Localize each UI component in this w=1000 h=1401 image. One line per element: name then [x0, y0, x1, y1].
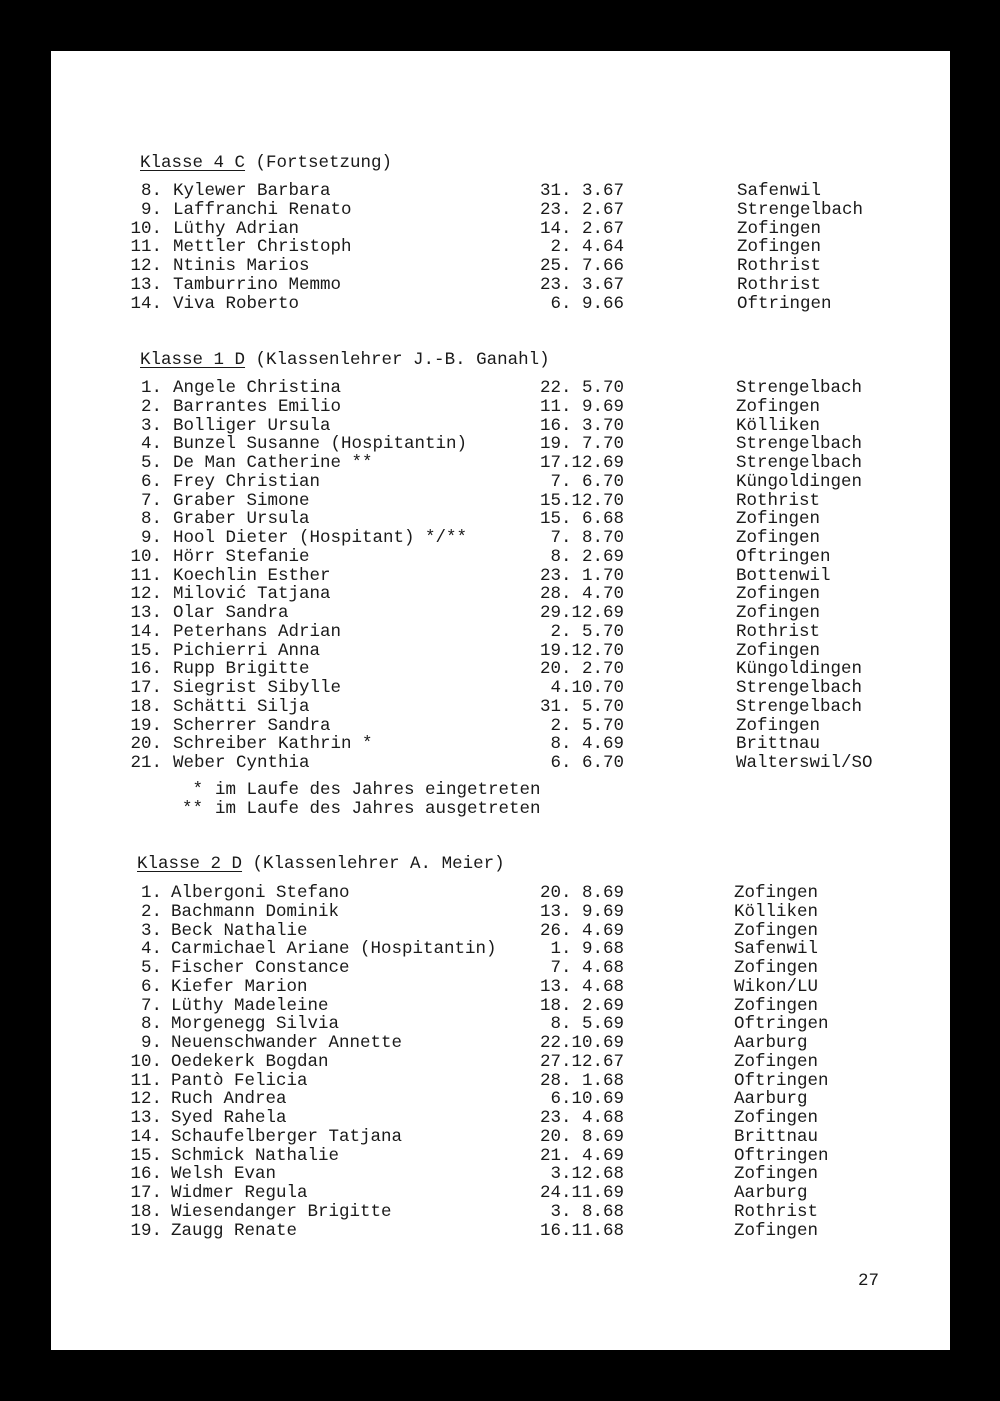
- table-row: [51, 454, 950, 473]
- table-row: [51, 623, 950, 642]
- row-number: 11.: [130, 237, 162, 258]
- row-number: 3.: [140, 920, 162, 941]
- birth-date: 21. 4.69: [539, 1145, 624, 1166]
- footnote-mark: *: [192, 780, 203, 800]
- student-name: Lüthy Madeleine: [171, 995, 329, 1016]
- home-town: Strengelbach: [737, 199, 864, 220]
- row-number: 2.: [140, 396, 162, 417]
- home-town: Küngoldingen: [736, 659, 863, 680]
- birth-date: 28. 4.70: [539, 584, 624, 605]
- home-town: Strengelbach: [736, 678, 863, 698]
- table-row: [51, 735, 950, 754]
- home-town: Walterswil/SO: [736, 753, 873, 773]
- student-name: Koechlin Esther: [173, 565, 331, 586]
- student-name: Hörr Stefanie: [173, 546, 310, 567]
- student-name: Oedekerk Bogdan: [171, 1051, 329, 1072]
- home-town: Zofingen: [734, 1108, 819, 1128]
- table-row: [51, 754, 950, 773]
- row-number: 3.: [140, 415, 162, 436]
- student-name: Peterhans Adrian: [173, 621, 342, 642]
- table-row: [51, 884, 950, 903]
- birth-date: 2. 5.70: [550, 715, 624, 736]
- birth-date: 16. 3.70: [539, 415, 624, 436]
- birth-date: 23. 1.70: [539, 565, 624, 586]
- student-name: Zaugg Renate: [171, 1220, 298, 1241]
- birth-date: 3. 8.68: [550, 1201, 624, 1222]
- birth-date: 13. 4.68: [539, 976, 624, 997]
- row-number: 8.: [140, 181, 162, 201]
- table-row: [51, 1034, 950, 1053]
- student-name: Scherrer Sandra: [173, 715, 331, 736]
- home-town: Zofingen: [734, 883, 819, 903]
- home-town: Brittnau: [736, 734, 821, 755]
- birth-date: 20. 2.70: [539, 659, 624, 680]
- row-number: 7.: [140, 490, 162, 511]
- table-row: [51, 604, 950, 623]
- table-row: [51, 679, 950, 698]
- table-row: [51, 492, 950, 511]
- home-town: Rothrist: [734, 1201, 819, 1222]
- table-row: [51, 642, 950, 661]
- row-number: 9.: [140, 1033, 162, 1053]
- home-town: Zofingen: [736, 715, 821, 736]
- table-row: [51, 1184, 950, 1203]
- student-name: Schaufelberger Tatjana: [171, 1126, 403, 1147]
- row-number: 14.: [130, 1126, 162, 1147]
- section-title-class: Klasse 1 D: [140, 350, 246, 370]
- row-number: 1.: [140, 378, 162, 398]
- student-name: Welsh Evan: [171, 1164, 277, 1185]
- home-town: Zofingen: [734, 1220, 819, 1241]
- row-number: 5.: [140, 958, 162, 978]
- student-name: Albergoni Stefano: [171, 883, 350, 903]
- birth-date: 26. 4.69: [539, 920, 624, 941]
- birth-date: 29.12.69: [539, 603, 624, 623]
- section-title-rest: (Fortsetzung): [245, 153, 393, 173]
- birth-date: 11. 9.69: [539, 396, 624, 417]
- row-number: 16.: [130, 1164, 162, 1185]
- birth-date: 31. 3.67: [539, 181, 624, 201]
- table-row: [51, 660, 950, 679]
- birth-date: 6. 9.66: [550, 293, 624, 314]
- table-row: [51, 1203, 950, 1222]
- home-town: Strengelbach: [736, 696, 863, 717]
- table-row: [51, 1109, 950, 1128]
- footnote-joined: [171, 781, 541, 800]
- table-row: [51, 1128, 950, 1147]
- birth-date: 6. 6.70: [550, 753, 624, 773]
- birth-date: 1. 9.68: [550, 939, 624, 960]
- home-town: Safenwil: [737, 181, 822, 201]
- table-row: [51, 585, 950, 604]
- student-name: Pichierri Anna: [173, 640, 321, 661]
- home-town: Kölliken: [736, 415, 821, 436]
- table-row: [51, 295, 950, 314]
- home-town: Rothrist: [737, 274, 822, 295]
- row-number: 15.: [130, 640, 162, 661]
- student-name: Lüthy Adrian: [173, 218, 300, 239]
- birth-date: 23. 4.68: [539, 1108, 624, 1128]
- table-row: [51, 1090, 950, 1109]
- row-number: 14.: [130, 293, 162, 314]
- table-row: [51, 220, 950, 239]
- table-row: [51, 473, 950, 492]
- home-town: Aarburg: [734, 1183, 808, 1203]
- row-number: 12.: [130, 584, 162, 605]
- row-number: 9.: [140, 199, 162, 220]
- birth-date: 31. 5.70: [539, 696, 624, 717]
- home-town: Zofingen: [737, 237, 822, 258]
- birth-date: 7. 6.70: [550, 471, 624, 492]
- student-name: De Man Catherine **: [173, 453, 373, 473]
- home-town: Zofingen: [736, 640, 821, 661]
- row-number: 4.: [140, 434, 162, 455]
- birth-date: 18. 2.69: [539, 995, 624, 1016]
- footnote-left: [171, 800, 541, 819]
- table-row: [51, 1222, 950, 1241]
- student-name: Schreiber Kathrin *: [173, 734, 373, 755]
- student-name: Graber Simone: [173, 490, 310, 511]
- footnote-text: im Laufe des Jahres eingetreten: [215, 780, 541, 800]
- row-number: 17.: [130, 678, 162, 698]
- table-row: [51, 1147, 950, 1166]
- student-name: Hool Dieter (Hospitant) */**: [173, 528, 468, 548]
- birth-date: 16.11.68: [539, 1220, 624, 1241]
- student-name: Ntinis Marios: [173, 256, 310, 276]
- student-name: Weber Cynthia: [173, 753, 310, 773]
- table-row: [51, 379, 950, 398]
- birth-date: 19.12.70: [539, 640, 624, 661]
- student-name: Carmichael Ariane (Hospitantin): [171, 939, 497, 960]
- home-town: Oftringen: [734, 1070, 829, 1091]
- birth-date: 3.12.68: [550, 1164, 624, 1185]
- row-number: 5.: [140, 453, 162, 473]
- section-title: [140, 351, 550, 370]
- home-town: Bottenwil: [736, 565, 831, 586]
- row-number: 14.: [130, 621, 162, 642]
- table-row: [51, 997, 950, 1016]
- student-name: Frey Christian: [173, 471, 321, 492]
- row-number: 13.: [130, 1108, 162, 1128]
- row-number: 18.: [130, 1201, 162, 1222]
- birth-date: 6.10.69: [550, 1089, 624, 1110]
- student-name: Rupp Brigitte: [173, 659, 310, 680]
- row-number: 19.: [130, 1220, 162, 1241]
- row-number: 10.: [130, 1051, 162, 1072]
- table-row: [51, 1072, 950, 1091]
- student-name: Bachmann Dominik: [171, 901, 340, 922]
- table-row: [51, 978, 950, 997]
- home-town: Rothrist: [737, 256, 822, 276]
- student-name: Laffranchi Renato: [173, 199, 352, 220]
- table-row: [51, 529, 950, 548]
- row-number: 4.: [140, 939, 162, 960]
- student-name: Neuenschwander Annette: [171, 1033, 403, 1053]
- row-number: 13.: [130, 603, 162, 623]
- birth-date: 23. 2.67: [539, 199, 624, 220]
- student-name: Bunzel Susanne (Hospitantin): [173, 434, 468, 455]
- home-town: Zofingen: [736, 396, 821, 417]
- table-row: [51, 698, 950, 717]
- section-title-rest: (Klassenlehrer A. Meier): [242, 854, 505, 874]
- student-name: Kylewer Barbara: [173, 181, 331, 201]
- student-name: Bolliger Ursula: [173, 415, 331, 436]
- home-town: Strengelbach: [736, 453, 863, 473]
- home-town: Zofingen: [734, 920, 819, 941]
- birth-date: 25. 7.66: [539, 256, 624, 276]
- row-number: 10.: [130, 218, 162, 239]
- table-row: [51, 510, 950, 529]
- home-town: Wikon/LU: [734, 976, 819, 997]
- student-name: Barrantes Emilio: [173, 396, 342, 417]
- home-town: Zofingen: [736, 509, 821, 530]
- row-number: 13.: [130, 274, 162, 295]
- birth-date: 28. 1.68: [539, 1070, 624, 1091]
- student-name: Widmer Regula: [171, 1183, 308, 1203]
- table-row: [51, 1053, 950, 1072]
- table-row: [51, 959, 950, 978]
- home-town: Strengelbach: [736, 378, 863, 398]
- section-title-class: Klasse 4 C: [140, 153, 246, 173]
- student-name: Wiesendanger Brigitte: [171, 1201, 392, 1222]
- footnote-mark: **: [181, 799, 203, 819]
- table-row: [51, 548, 950, 567]
- student-name: Ruch Andrea: [171, 1089, 287, 1110]
- student-name: Angele Christina: [173, 378, 342, 398]
- birth-date: 22. 5.70: [539, 378, 624, 398]
- row-number: 18.: [130, 696, 162, 717]
- student-name: Mettler Christoph: [173, 237, 352, 258]
- student-name: Fischer Constance: [171, 958, 350, 978]
- table-row: [51, 201, 950, 220]
- student-name: Schmick Nathalie: [171, 1145, 340, 1166]
- table-row: [51, 238, 950, 257]
- home-town: Aarburg: [734, 1089, 808, 1110]
- student-name: Tamburrino Memmo: [173, 274, 342, 295]
- home-town: Zofingen: [736, 584, 821, 605]
- row-number: 19.: [130, 715, 162, 736]
- row-number: 16.: [130, 659, 162, 680]
- birth-date: 22.10.69: [539, 1033, 624, 1053]
- birth-date: 15. 6.68: [539, 509, 624, 530]
- home-town: Zofingen: [736, 528, 821, 548]
- row-number: 6.: [140, 976, 162, 997]
- row-number: 12.: [130, 1089, 162, 1110]
- home-town: Oftringen: [737, 293, 832, 314]
- home-town: Safenwil: [734, 939, 819, 960]
- birth-date: 14. 2.67: [539, 218, 624, 239]
- birth-date: 27.12.67: [539, 1051, 624, 1072]
- home-town: Rothrist: [736, 490, 821, 511]
- birth-date: 4.10.70: [550, 678, 624, 698]
- section-title-rest: (Klassenlehrer J.-B. Ganahl): [245, 350, 550, 370]
- birth-date: 20. 8.69: [539, 883, 624, 903]
- birth-date: 13. 9.69: [539, 901, 624, 922]
- row-number: 20.: [130, 734, 162, 755]
- birth-date: 15.12.70: [539, 490, 624, 511]
- student-name: Schätti Silja: [173, 696, 310, 717]
- student-name: Syed Rahela: [171, 1108, 287, 1128]
- birth-date: 17.12.69: [539, 453, 624, 473]
- section-title: [137, 855, 505, 874]
- table-row: [51, 435, 950, 454]
- home-town: Oftringen: [734, 1145, 829, 1166]
- table-row: [51, 398, 950, 417]
- row-number: 11.: [130, 565, 162, 586]
- row-number: 15.: [130, 1145, 162, 1166]
- birth-date: 23. 3.67: [539, 274, 624, 295]
- table-row: [51, 922, 950, 941]
- birth-date: 8. 5.69: [550, 1014, 624, 1035]
- home-town: Kölliken: [734, 901, 819, 922]
- row-number: 7.: [140, 995, 162, 1016]
- table-row: [51, 1165, 950, 1184]
- table-row: [51, 257, 950, 276]
- student-name: Milović Tatjana: [173, 584, 331, 605]
- row-number: 1.: [140, 883, 162, 903]
- table-row: [51, 417, 950, 436]
- home-town: Zofingen: [734, 1164, 819, 1185]
- table-row: [51, 1015, 950, 1034]
- birth-date: 7. 4.68: [550, 958, 624, 978]
- row-number: 17.: [130, 1183, 162, 1203]
- home-town: Zofingen: [737, 218, 822, 239]
- home-town: Strengelbach: [736, 434, 863, 455]
- student-name: Graber Ursula: [173, 509, 310, 530]
- footnote-text: im Laufe des Jahres ausgetreten: [215, 799, 541, 819]
- birth-date: 8. 2.69: [550, 546, 624, 567]
- student-name: Olar Sandra: [173, 603, 289, 623]
- table-row: [51, 276, 950, 295]
- home-town: Zofingen: [736, 603, 821, 623]
- home-town: Zofingen: [734, 958, 819, 978]
- section-title-class: Klasse 2 D: [137, 854, 243, 874]
- birth-date: 24.11.69: [539, 1183, 624, 1203]
- birth-date: 2. 5.70: [550, 621, 624, 642]
- row-number: 11.: [130, 1070, 162, 1091]
- page-number: 27: [858, 1271, 880, 1291]
- birth-date: 19. 7.70: [539, 434, 624, 455]
- row-number: 8.: [140, 509, 162, 530]
- table-row: [51, 717, 950, 736]
- row-number: 8.: [140, 1014, 162, 1035]
- birth-date: 7. 8.70: [550, 528, 624, 548]
- home-town: Oftringen: [734, 1014, 829, 1035]
- table-row: [51, 903, 950, 922]
- home-town: Oftringen: [736, 546, 831, 567]
- birth-date: 20. 8.69: [539, 1126, 624, 1147]
- home-town: Aarburg: [734, 1033, 808, 1053]
- row-number: 10.: [130, 546, 162, 567]
- table-row: [51, 940, 950, 959]
- student-name: Beck Nathalie: [171, 920, 308, 941]
- home-town: Zofingen: [734, 995, 819, 1016]
- birth-date: 8. 4.69: [550, 734, 624, 755]
- row-number: 21.: [130, 753, 162, 773]
- home-town: Zofingen: [734, 1051, 819, 1072]
- row-number: 6.: [140, 471, 162, 492]
- table-row: [51, 567, 950, 586]
- student-name: Siegrist Sibylle: [173, 678, 342, 698]
- home-town: Rothrist: [736, 621, 821, 642]
- section-title: [140, 154, 392, 173]
- row-number: 2.: [140, 901, 162, 922]
- student-name: Pantò Felicia: [171, 1070, 308, 1091]
- row-number: 12.: [130, 256, 162, 276]
- student-name: Kiefer Marion: [171, 976, 308, 997]
- student-name: Morgenegg Silvia: [171, 1014, 340, 1035]
- student-name: Viva Roberto: [173, 293, 300, 314]
- home-town: Küngoldingen: [736, 471, 863, 492]
- document-page: [51, 51, 950, 1350]
- table-row: [51, 182, 950, 201]
- birth-date: 2. 4.64: [550, 237, 624, 258]
- home-town: Brittnau: [734, 1126, 819, 1147]
- row-number: 9.: [140, 528, 162, 548]
